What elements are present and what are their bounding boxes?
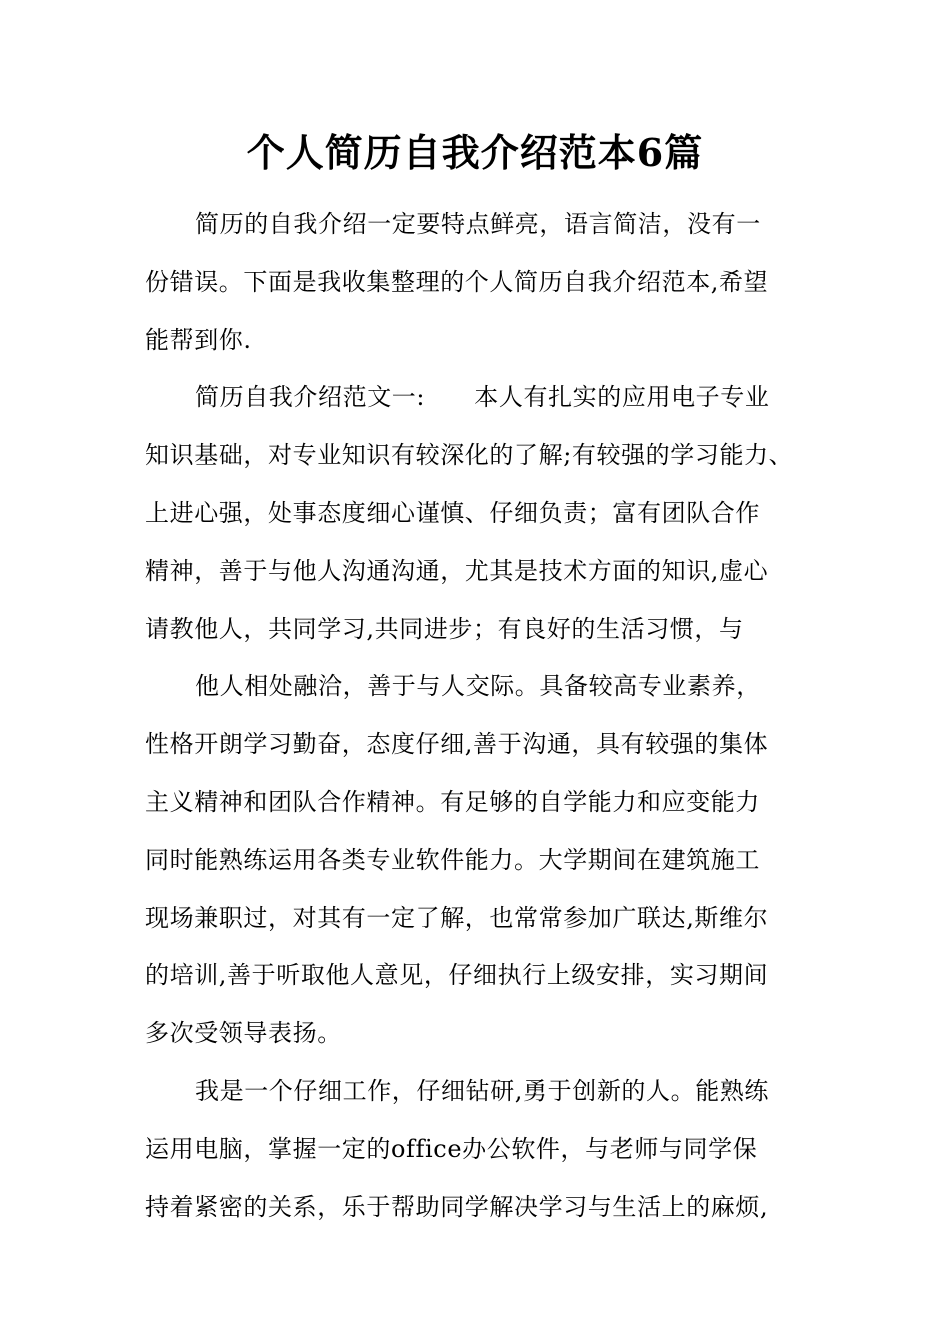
- text-line-6: 上进心强，处事态度细心谨慎、仔细负责；富有团队合作: [145, 498, 760, 527]
- text-line-2: 份错误。下面是我收集整理的个人简历自我介绍范本,希望: [145, 267, 769, 296]
- text-line-8: 请教他人，共同学习,共同进步；有良好的生活习惯，与: [145, 614, 744, 643]
- text-line-16: 我是一个仔细工作，仔细钻研,勇于创新的人。能熟练: [195, 1076, 770, 1105]
- text-line-4: 简历自我介绍范文一: 本人有扎实的应用电子专业: [195, 383, 770, 412]
- text-line-13: 现场兼职过，对其有一定了解，也常常参加广联达,斯维尔: [145, 903, 769, 932]
- text-line-1: 简历的自我介绍一定要特点鲜亮，语言简洁，没有一: [195, 210, 761, 238]
- text-line-12: 同时能熟练运用各类专业软件能力。大学期间在建筑施工: [145, 845, 760, 874]
- document-body: [145, 196, 825, 1236]
- text-line-14: 的培训,善于听取他人意见，仔细执行上级安排，实习期间: [145, 961, 769, 990]
- document-title: 个人简历自我介绍范本6篇: [246, 130, 704, 175]
- text-line-18: 持着紧密的关系，乐于帮助同学解决学习与生活上的麻烦,: [145, 1192, 769, 1221]
- text-line-11: 主义精神和团队合作精神。有足够的自学能力和应变能力: [145, 787, 760, 816]
- text-line-3: 能帮到你.: [145, 325, 252, 354]
- text-line-10: 性格开朗学习勤奋，态度仔细,善于沟通，具有较强的集体: [145, 730, 769, 759]
- text-line-15: 多次受领导表扬。: [145, 1019, 342, 1048]
- text-line-7: 精神，善于与他人沟通沟通，尤其是技术方面的知识,虚心: [145, 556, 769, 585]
- text-line-5: 知识基础，对专业知识有较深化的了解;有较强的学习能力、: [145, 441, 794, 470]
- text-line-17: 运用电脑，掌握一定的office办公软件，与老师与同学保: [145, 1134, 758, 1163]
- text-line-9: 他人相处融洽，善于与人交际。具备较高专业素养，: [195, 672, 761, 701]
